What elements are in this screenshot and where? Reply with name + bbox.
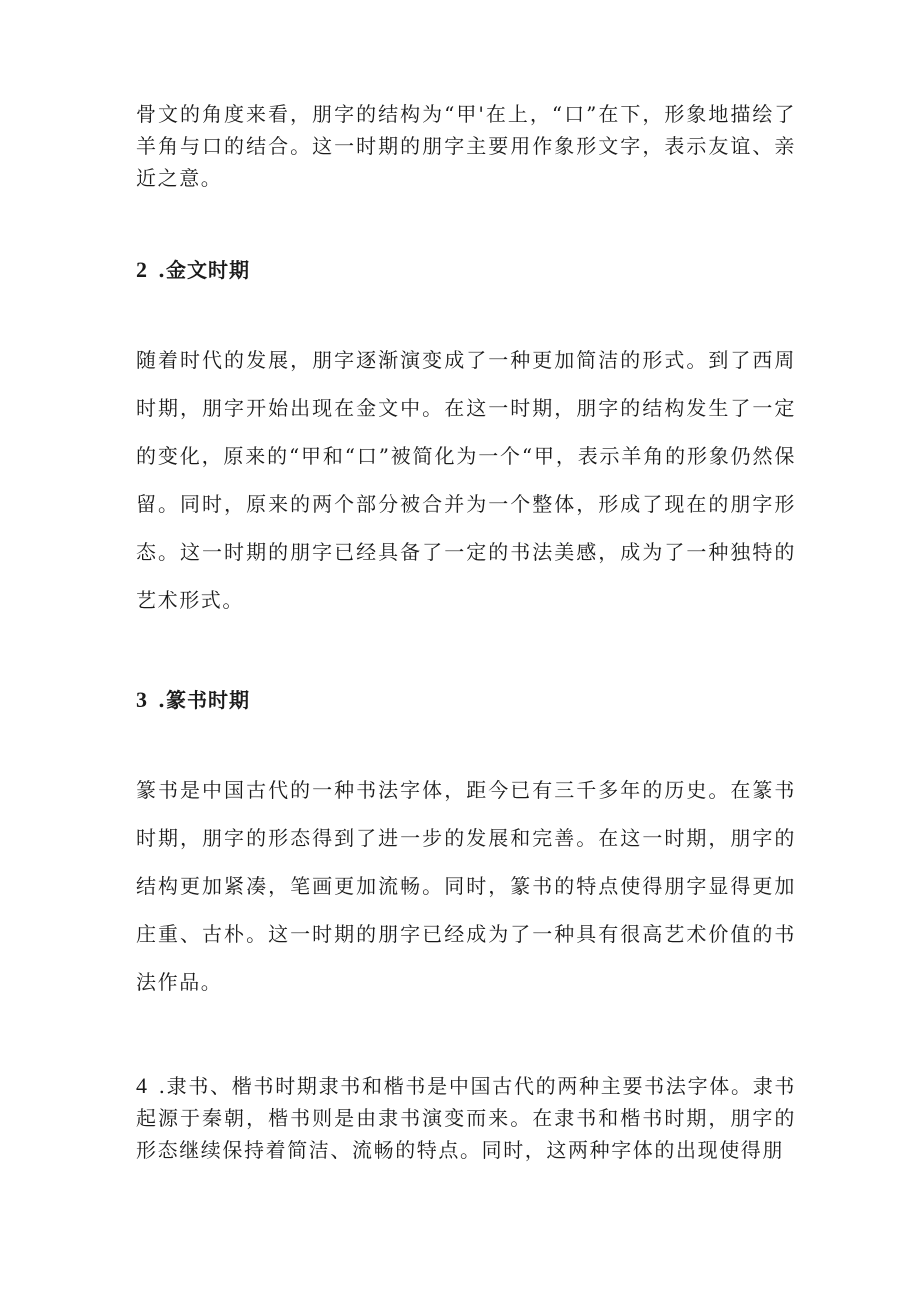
- intro-paragraph: 骨文的角度来看，朋字的结构为“甲'在上，“口”在下，形象地描绘了羊角与口的结合。这一时期的朋字主要用作象形文字，表示友谊、亲近之意。: [136, 102, 796, 190]
- section-3-paragraph: 篆书是中国古代的一种书法字体，距今已有三千多年的历史。在篆书时期，朋字的形态得到了进一步的发展和完善。在这一时期，朋字的结构更加紧凑，笔画更加流畅。同时，篆书的特点使得朋字显得更加庄重、古朴。这一时期的朋字已经成为了一种具有很高艺术价值的书法作品。: [136, 778, 796, 994]
- section-2-paragraph: 随着时代的发展，朋字逐渐演变成了一种更加简洁的形式。到了西周时期，朋字开始出现在金文中。在这一时期，朋字的结构发生了一定的变化，原来的“甲和“口”被简化为一个“甲，表示羊角的形象仍然保留。同时，原来的两个部分被合并为一个整体，形成了现在的朋字形态。这一时期的朋字已经具备了一定的书法美感，成为了一种独特的艺术形式。: [136, 348, 796, 612]
- section-3-heading: [136, 685, 250, 715]
- section-2-title: .金文时期: [158, 258, 250, 282]
- section-4-paragraph: [136, 1070, 796, 1166]
- section-3-number: 3: [136, 687, 148, 712]
- section-4-text: .隶书、楷书时期隶书和楷书是中国古代的两种主要书法字体。隶书起源于秦朝，楷书则是由隶书演变而来。在隶书和楷书时期，朋字的形态继续保持着简洁、流畅的特点。同时，这两种字体的出现使得朋: [136, 1074, 796, 1162]
- section-2-number: 2: [136, 257, 148, 282]
- section-3-title: .篆书时期: [158, 688, 250, 712]
- section-4-number: 4: [136, 1073, 149, 1098]
- section-2-heading: [136, 255, 250, 285]
